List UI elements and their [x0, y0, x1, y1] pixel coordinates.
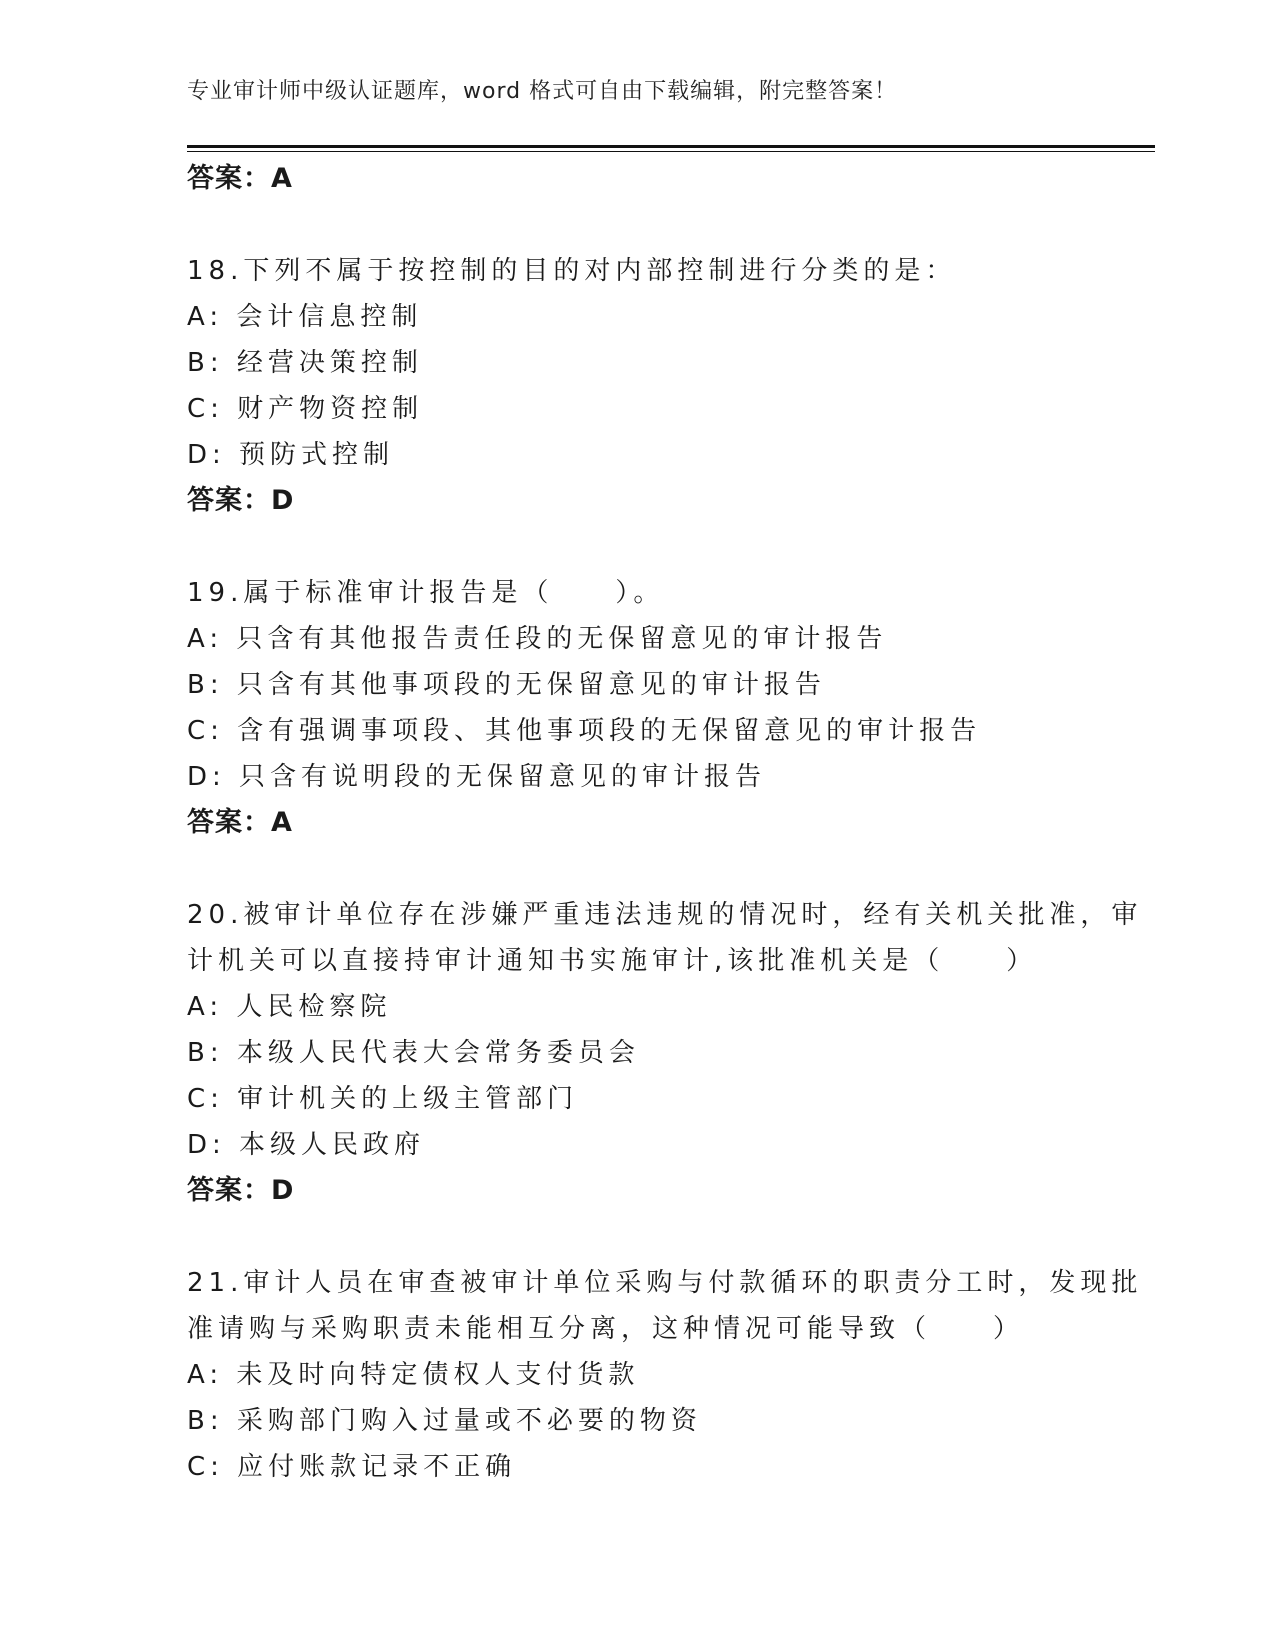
- question-text: 18.下列不属于按控制的目的对内部控制进行分类的是：: [187, 256, 957, 286]
- question-text: 计机关可以直接持审计通知书实施审计,该批准机关是（ ）: [187, 946, 1038, 976]
- option-a: A: 人民检察院: [187, 992, 392, 1022]
- answer-line: 答案：A: [187, 807, 293, 838]
- option-c: C: 含有强调事项段、其他事项段的无保留意见的审计报告: [187, 716, 982, 746]
- option-b: B: 经营决策控制: [187, 348, 423, 378]
- question-21: [187, 1260, 1143, 1490]
- question-stem: [187, 892, 1143, 984]
- question-text: 准请购与采购职责未能相互分离，这种情况可能导致（ ）: [187, 1314, 1025, 1344]
- answer-line: 答案：D: [187, 485, 295, 516]
- question-stem: [187, 1260, 1143, 1352]
- question-stem: [187, 248, 1087, 294]
- question-20: [187, 892, 1143, 1214]
- page-header: 专业审计师中级认证题库，word 格式可自由下载编辑，附完整答案！: [187, 79, 898, 104]
- question-text: 21.审计人员在审查被审计单位采购与付款循环的职责分工时，发现批: [187, 1268, 1143, 1298]
- option-d: D: 预防式控制: [187, 440, 395, 470]
- option-b: B: 采购部门购入过量或不必要的物资: [187, 1406, 702, 1436]
- option-b: B: 本级人民代表大会常务委员会: [187, 1038, 640, 1068]
- header-rule-thick: [187, 145, 1155, 148]
- option-a: A: 会计信息控制: [187, 302, 423, 332]
- option-a: A: 只含有其他报告责任段的无保留意见的审计报告: [187, 624, 888, 654]
- option-d: D: 只含有说明段的无保留意见的审计报告: [187, 762, 767, 792]
- question-text: 20.被审计单位存在涉嫌严重违法违规的情况时，经有关机关批准，审: [187, 900, 1143, 930]
- answer-line: 答案：A: [187, 163, 293, 194]
- option-c: C: 审计机关的上级主管部门: [187, 1084, 579, 1114]
- option-d: D: 本级人民政府: [187, 1130, 426, 1160]
- question-19: [187, 570, 1087, 846]
- answer-line: 答案：D: [187, 1175, 295, 1206]
- option-c: C: 财产物资控制: [187, 394, 424, 424]
- question-list: [187, 156, 1143, 1490]
- option-b: B: 只含有其他事项段的无保留意见的审计报告: [187, 670, 826, 700]
- header-rule-thin: [187, 151, 1155, 152]
- question-text: 19.属于标准审计报告是（ ）。: [187, 578, 665, 608]
- question-stem: [187, 570, 1087, 616]
- question-18: [187, 248, 1087, 524]
- option-c: C: 应付账款记录不正确: [187, 1452, 517, 1482]
- option-a: A: 未及时向特定债权人支付货款: [187, 1360, 640, 1390]
